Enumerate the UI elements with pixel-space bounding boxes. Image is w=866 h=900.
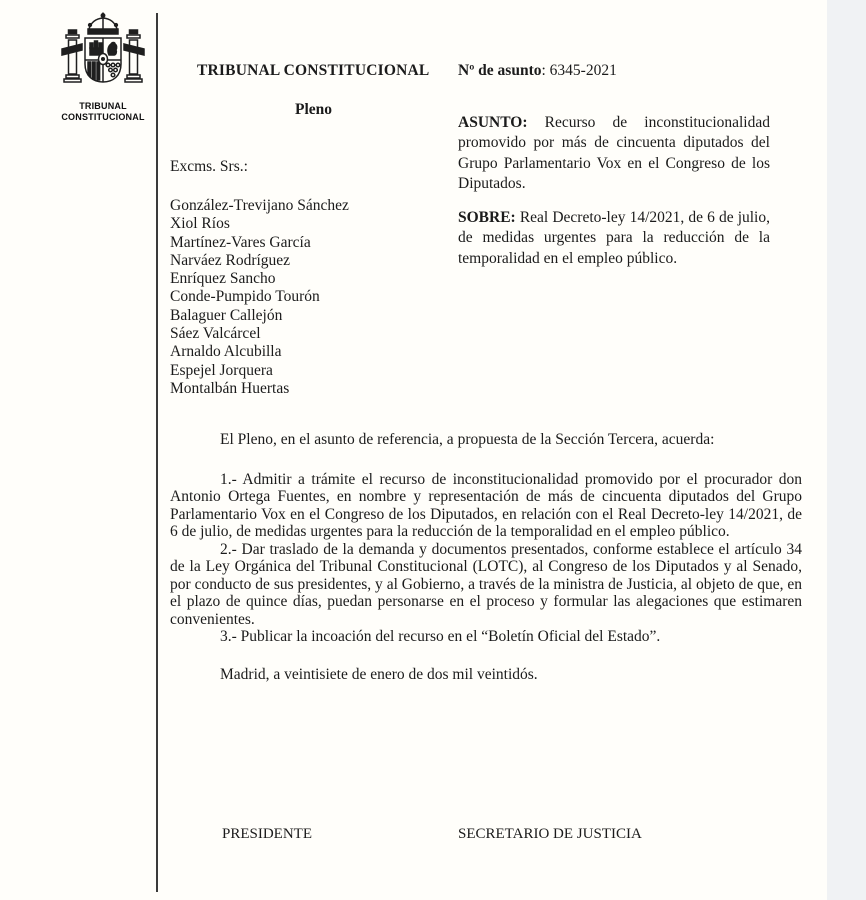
sobre-text: Real Decreto-ley 14/2021, de 6 de julio, de medidas urgentes para la reducción de la temporalidad en el empleo público. xyxy=(458,208,770,267)
vertical-divider-rule xyxy=(156,13,158,892)
justice-name: Xiol Ríos xyxy=(170,215,230,233)
order-point: 2.- Dar traslado de la demanda y documentos presentados, conforme establece el artículo 34 de la Ley Orgánica del Tribunal Constitucional (LOTC), al Congreso de los Diputados y al Senado, por conducto de sus presidentes, y al Gobierno, a través de la ministra de Justicia, al objeto de que, en el plazo de quince días, puedan personarse en el proceso y formular las alegaciones que estimaren convenientes. xyxy=(170,540,802,628)
order-points xyxy=(170,471,802,646)
order-point: 3.- Publicar la incoación del recurso en el “Boletín Oficial del Estado”. xyxy=(220,628,661,645)
case-number-value: : 6345-2021 xyxy=(541,62,617,79)
case-number xyxy=(458,62,617,80)
justice-name: González-Trevijano Sánchez xyxy=(170,197,349,214)
justices-salutation: Excms. Srs.: xyxy=(170,158,248,175)
justice-name: Espejel Jorquera xyxy=(170,361,273,379)
page-right-margin-strip xyxy=(827,0,866,900)
logo-caption xyxy=(55,101,151,122)
chamber-title: Pleno xyxy=(294,101,333,118)
signature-president: PRESIDENTE xyxy=(222,826,312,842)
dateline: Madrid, a veintisiete de enero de dos mil veintidós. xyxy=(220,665,538,683)
logo-caption-line1: TRIBUNAL xyxy=(79,101,127,111)
justice-name: Enríquez Sancho xyxy=(170,270,276,288)
coat-of-arms-icon xyxy=(55,12,151,98)
justice-name: Martínez-Vares García xyxy=(170,233,311,251)
justice-name: Narváez Rodríguez xyxy=(170,251,291,269)
justice-name: Arnaldo Alcubilla xyxy=(170,343,282,361)
order-body xyxy=(170,431,802,683)
justice-name: Montalbán Huertas xyxy=(170,379,290,397)
justices-list xyxy=(170,197,349,398)
asunto-label: ASUNTO: xyxy=(458,113,528,131)
justice-name: Balaguer Callejón xyxy=(170,306,283,324)
order-intro: El Pleno, en el asunto de referencia, a propuesta de la Sección Tercera, acuerda: xyxy=(220,431,715,448)
asunto-text: Recurso de inconstitucionalidad promovido por más de cincuenta diputados del Grupo Parlamentario Vox en el Congreso de los Diputados. xyxy=(458,113,770,193)
case-number-label: Nº de asunto xyxy=(458,62,542,79)
asunto-paragraph xyxy=(458,113,770,195)
justice-name: Conde-Pumpido Tourón xyxy=(170,288,320,306)
sobre-paragraph xyxy=(458,208,770,270)
court-logo xyxy=(55,12,151,122)
order-point: 1.- Admitir a trámite el recurso de inconstitucionalidad promovido por el procurador don Antonio Ortega Fuentes, en nombre y representación de más de cincuenta diputados del Grupo Parlamentario Vox en el Congreso de los Diputados, en relación con el Real Decreto-ley 14/2021, de 6 de julio, de medidas urgentes para la reducción de la temporalidad en el empleo público. xyxy=(170,470,802,540)
justice-name: Sáez Valcárcel xyxy=(170,325,261,343)
court-title: TRIBUNAL CONSTITUCIONAL xyxy=(197,62,430,79)
sobre-label: SOBRE: xyxy=(458,208,516,226)
signature-secretary: SECRETARIO DE JUSTICIA xyxy=(458,826,642,842)
logo-caption-line2: CONSTITUCIONAL xyxy=(61,111,145,122)
